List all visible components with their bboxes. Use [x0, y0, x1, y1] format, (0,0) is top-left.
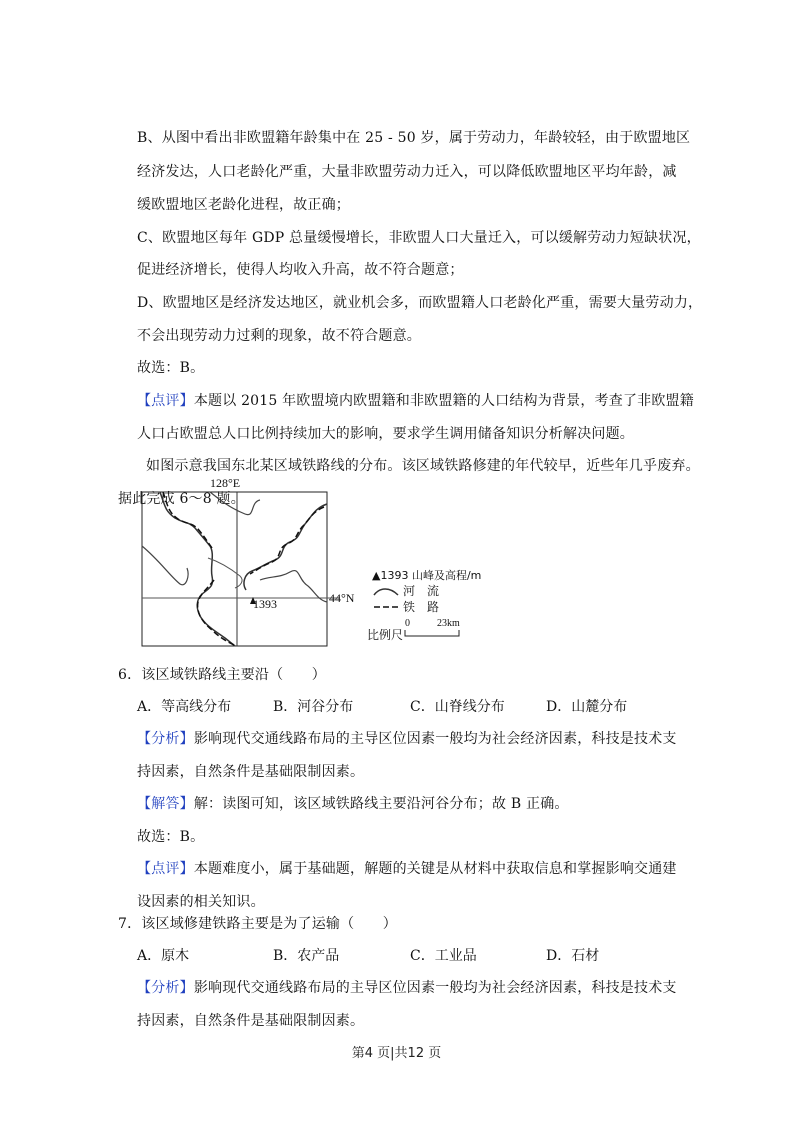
railway-map-figure [140, 476, 480, 648]
q7-option-c[interactable]: C．工业品 [410, 948, 477, 964]
q6-option-d[interactable]: D．山麓分布 [546, 699, 628, 715]
option-b-explanation-line3: 缓欧盟地区老龄化进程，故正确； [137, 197, 350, 213]
intro-line2: 据此完成 6～8 题。 [118, 491, 245, 507]
q7-analysis-line2: 持因素，自然条件是基础限制因素。 [137, 1013, 365, 1029]
q7-analysis-line1 [137, 978, 677, 998]
analysis-tag: 【分析】 [137, 980, 194, 996]
q6-review-line2: 设因素的相关知识。 [137, 894, 265, 910]
q6-choice: 故选：B。 [137, 829, 205, 845]
review-text: 本题以 2015 年欧盟境内欧盟籍和非欧盟籍的人口结构为背景，考查了非欧盟籍 [193, 393, 694, 409]
q6-option-b[interactable]: B．河谷分布 [273, 699, 354, 715]
legend-railway-icon [372, 602, 402, 612]
analysis-text: 影响现代交通线路布局的主导区位因素一般均为社会经济因素，科技是技术支 [193, 731, 677, 747]
legend-river: 河 流 [403, 584, 440, 598]
q7-option-a[interactable]: A．原木 [137, 948, 190, 964]
legend-river-icon [372, 583, 402, 599]
page-footer: 第4 页|共12 页 [351, 1046, 442, 1061]
legend-railway: 铁 路 [403, 600, 440, 614]
map-frame [142, 492, 327, 646]
option-c-explanation-line2: 促进经济增长，使得人均收入升高，故不符合题意； [137, 262, 464, 278]
review-text: 本题难度小，属于基础题，解题的关键是从材料中获取信息和掌握影响交通建 [193, 861, 677, 877]
intro-line1: 如图示意我国东北某区域铁路线的分布。该区域铁路修建的年代较早，近些年几乎废弃。 [146, 458, 700, 474]
scale-bar-icon [404, 630, 464, 640]
q6-review-line1 [137, 859, 677, 879]
analysis-tag: 【分析】 [137, 731, 194, 747]
q5-review-line2: 人口占欧盟总人口比例持续加大的影响，要求学生调用储备知识分析解决问题。 [137, 426, 634, 442]
q6-answer [137, 794, 569, 814]
legend-scale-label: 比例尺 [367, 628, 404, 642]
river-main [160, 492, 235, 646]
q6-stem: 6．该区域铁路线主要沿（ ） [118, 667, 326, 683]
q6-analysis-line2: 持因素，自然条件是基础限制因素。 [137, 764, 365, 780]
q7-stem: 7．该区域修建铁路主要是为了运输（ ） [118, 916, 397, 932]
option-b-explanation-line1: B、从图中看出非欧盟籍年龄集中在 25 - 50 岁，属于劳动力，年龄较轻，由于欧盟地区 [137, 130, 691, 146]
longitude-label: 128°E [210, 476, 241, 490]
railway-south [198, 580, 236, 646]
option-d-explanation-line2: 不会出现劳动力过剩的现象，故不符合题意。 [137, 328, 421, 344]
railway-northeast [250, 507, 324, 574]
river-west [142, 546, 188, 585]
q5-choice: 故选：B。 [137, 360, 205, 376]
answer-text: 解：读图可知，该区域铁路线主要沿河谷分布；故 B 正确。 [193, 796, 569, 812]
q7-option-d[interactable]: D．石材 [546, 948, 600, 964]
legend-scale-end: 23km [437, 618, 460, 629]
answer-tag: 【解答】 [137, 796, 194, 812]
legend-scale-start: 0 [405, 618, 410, 629]
q7-option-b[interactable]: B．农产品 [273, 948, 340, 964]
review-tag: 【点评】 [137, 861, 194, 877]
option-c-explanation-line1: C、欧盟地区每年 GDP 总量缓慢增长，非欧盟人口大量迁入，可以缓解劳动力短缺状况， [137, 230, 701, 246]
map-svg [140, 476, 480, 648]
river-northeast [244, 504, 327, 590]
q5-review-line1 [137, 391, 694, 411]
q6-option-a[interactable]: A．等高线分布 [137, 699, 232, 715]
legend-peak: ▲1393 山峰及高程/m [372, 569, 482, 582]
option-d-explanation-line1: D、欧盟地区是经济发达地区，就业机会多，而欧盟籍人口老龄化严重，需要大量劳动力， [137, 295, 703, 311]
review-tag: 【点评】 [137, 393, 194, 409]
river-north [210, 492, 260, 515]
q6-analysis-line1 [137, 729, 677, 749]
analysis-text: 影响现代交通线路布局的主导区位因素一般均为社会经济因素，科技是技术支 [193, 980, 677, 996]
option-b-explanation-line2: 经济发达，人口老龄化严重，大量非欧盟劳动力迁入，可以降低欧盟地区平均年龄，减 [137, 164, 677, 180]
q6-option-c[interactable]: C．山脊线分布 [410, 699, 505, 715]
peak-elevation-label: 1393 [253, 597, 277, 611]
latitude-label: 44°N [329, 591, 355, 605]
